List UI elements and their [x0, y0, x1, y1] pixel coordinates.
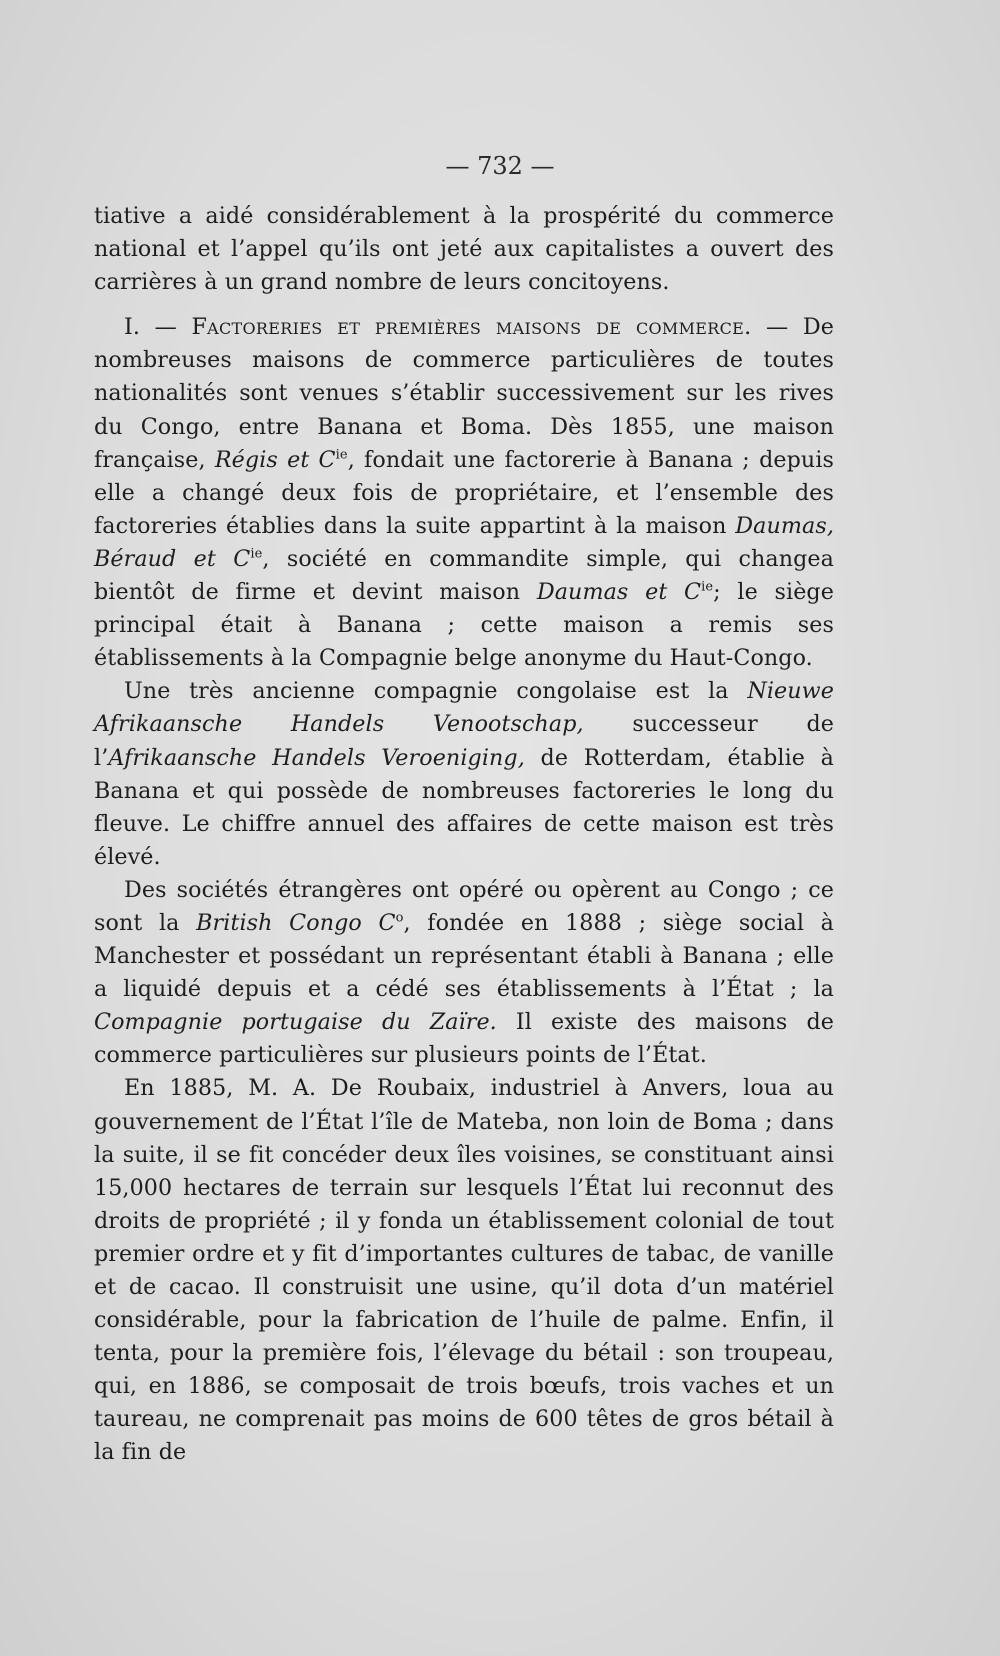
- superscript: ie: [701, 579, 714, 595]
- paragraph-factoreries: [94, 311, 834, 675]
- text-run: Une très ancienne compagnie congolaise est la: [124, 678, 748, 705]
- company-name: British Congo C: [196, 909, 396, 936]
- page-number: — 732 —: [445, 152, 555, 180]
- text-run: Des sociétés étrangères ont opéré ou opèrent au Congo ; ce sont la: [94, 876, 834, 936]
- body-text: [94, 200, 834, 1470]
- paragraph-continuation: tiative a aidé considérablement à la prospérité du commerce national et l’appel qu’ils ont jeté aux capitalistes a ouvert des carrières à un grand nombre de leurs concitoyens.: [94, 203, 834, 296]
- company-name: Compagnie portugaise du Zaïre.: [94, 1009, 497, 1036]
- section-dash: —: [140, 314, 192, 341]
- text-run: — De nombreuses maisons de commerce particulières de toutes nationalités sont venues s’établir successivement sur les rives du Congo, entre Banana et Boma. Dès 1855, une maison française,: [94, 314, 835, 473]
- company-name: Daumas et C: [536, 579, 702, 606]
- paragraph-societes-etrangeres: [94, 874, 834, 1073]
- paragraph-nieuwe-afrikaansche: [94, 675, 834, 874]
- text-run: ; le siège principal était à Banana ; cette maison a remis ses établissements à la Compagnie belge anonyme du Haut-Congo.: [94, 579, 834, 672]
- text-run: , société en commandite simple, qui changea bientôt de firme et devint maison: [94, 545, 834, 606]
- paragraph-de-roubaix: En 1885, M. A. De Roubaix, industriel à Anvers, loua au gouvernement de l’État l’île de Mateba, non loin de Boma ; dans la suite, il se fit concéder deux îles voisines, se constituant ainsi 15,000 hectares de terrain sur lesquels l’État lui reconnut des droits de propriété ; il y fonda un établissement colonial de tout premier ordre et y fit d’importantes cultures de tabac, de vanille et de cacao. Il construisit une usine, qu’il dota d’un matériel considérable, pour la fabrication de l’huile de palme. Enfin, il tenta, pour la première fois, l’élevage du bétail : son troupeau, qui, en 1886, se composait de trois bœufs, trois vaches et un taureau, ne comprenait pas moins de 600 têtes de gros bétail à la fin de: [94, 1075, 834, 1466]
- section-heading: Factoreries et premières maisons de commerce.: [191, 314, 752, 341]
- section-number: I.: [124, 314, 141, 341]
- text-run: de Rotterdam, établie à Banana et qui possède de nombreuses factoreries le long du fleuve. Le chiffre annuel des affaires de cette maison est très élevé.: [94, 744, 834, 870]
- company-name: Régis et C: [214, 446, 336, 473]
- text-run: successeur de l’: [94, 711, 834, 771]
- company-name: Daumas, Béraud et C: [94, 512, 834, 572]
- company-name: Afrikaansche Handels Veroeniging,: [108, 744, 525, 771]
- company-name: Nieuwe Afrikaansche Handels Venootschap,: [94, 678, 834, 738]
- superscript: ie: [250, 546, 263, 562]
- text-run: , fondait une factorerie à Banana ; depuis elle a changé deux fois de propriétaire, et l’ensemble des factoreries établies dans la suite appartint à la maison: [94, 446, 834, 539]
- text-run: , fondée en 1888 ; siège social à Manchester et possédant un représentant établi à Banana ; elle a liquidé depuis et a cédé ses établissements à l’État ; la: [94, 909, 835, 1003]
- superscript: ie: [335, 447, 348, 463]
- superscript: o: [395, 910, 404, 926]
- text-run: Il existe des maisons de commerce particulières sur plusieurs points de l’État.: [94, 1009, 834, 1069]
